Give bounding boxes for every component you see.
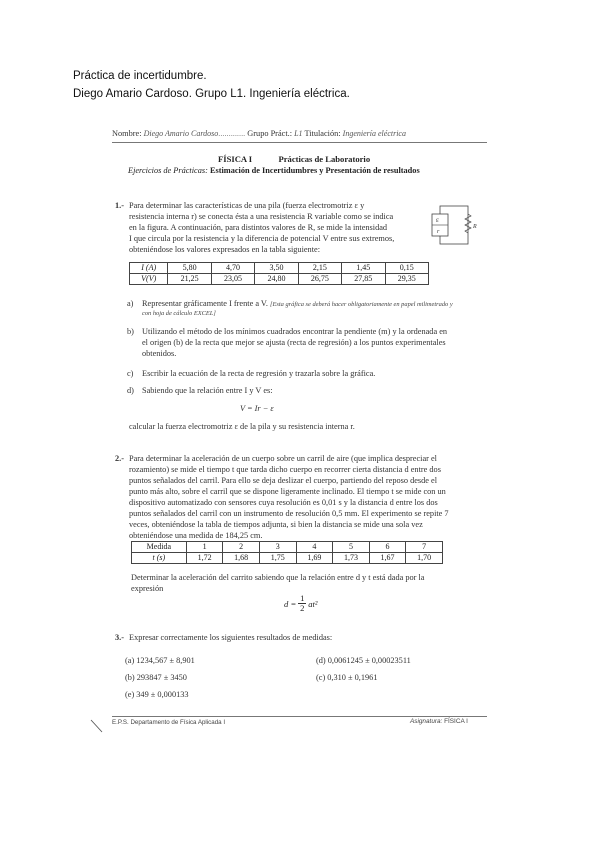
table-cell: 1	[186, 542, 223, 553]
ex3-items-right	[316, 652, 411, 686]
table-row	[130, 274, 429, 285]
ex2-number: 2.-	[115, 454, 124, 463]
table-cell: Medida	[132, 542, 187, 553]
table-cell: 1,72	[186, 553, 223, 564]
table-cell: t (s)	[132, 553, 187, 564]
ex2-line: Para determinar la aceleración de un cuerpo sobre un carril de aire (que implica despreciar el	[129, 454, 437, 463]
table-row	[132, 542, 443, 553]
table-cell: 0,15	[385, 263, 428, 274]
ex2-line: punto más alto, sobre el carril que se dispone ligeramente inclinado. El tiempo t se mide con un	[129, 487, 446, 496]
ex2-det-line: expresión	[131, 584, 164, 593]
item-a-note: [Esta gráfica se deberá hacer obligatoriamente en papel milimetrado y	[270, 301, 453, 308]
ex3-item: (c) 0,310 ± 0,1961	[316, 673, 378, 682]
ex2-line: obteniéndose una medida de 184,25 cm.	[129, 531, 263, 540]
doc-header-line2: Diego Amario Cardoso. Grupo L1. Ingeniería eléctrica.	[73, 88, 350, 100]
formula-den: 2	[300, 603, 305, 613]
ex1-line: en la figura. A continuación, para distintos valores de R, se mide la intensidad	[129, 223, 388, 232]
ex1-line: Para determinar las características de una pila (fuerza electromotriz ε y	[129, 201, 365, 210]
doc-header-line1: Práctica de incertidumbre.	[73, 70, 207, 82]
circuit-R-label: R	[473, 224, 477, 230]
ex3-item: (b) 293847 ± 3450	[125, 673, 187, 682]
ex1-line: I que circula por la resistencia y la diferencia de potencial V entre sus extremos,	[129, 234, 395, 243]
ex3-item: (d) 0,0061245 ± 0,00023511	[316, 656, 411, 665]
ex3-items-left	[125, 652, 195, 703]
nombre-label: Nombre:	[112, 129, 142, 138]
table-cell: 21,25	[168, 274, 211, 285]
form-line: Nombre: Diego Amario Cardoso............. Grupo Práct.: L1 Titulación: Ingeniería eléctrica	[112, 129, 406, 138]
formula-left: d =	[284, 598, 297, 609]
exercises-title	[128, 166, 420, 175]
item-b-line: el origen (b) de la recta que mejor se ajusta (recta de regresión) a los puntos experimentales	[142, 338, 446, 347]
ex3-number: 3.-	[115, 633, 124, 642]
item-a-main: Representar gráficamente I frente a V.	[142, 299, 268, 308]
ex2-line: puntos señalados del carril. Para ello se deja deslizar el cuerpo, partiendo del reposo desde el	[129, 476, 438, 485]
ex1-line: resistencia interna r) se conecta ésta a una resistencia R variable como se indica	[129, 212, 394, 221]
table-cell: I (A)	[130, 263, 168, 274]
table-cell: 5	[333, 542, 370, 553]
titulacion-label: Titulación:	[304, 129, 341, 138]
grupo-value: L1	[294, 129, 303, 138]
table-cell: 26,75	[298, 274, 341, 285]
ex3-item: (a) 1234,567 ± 8,901	[125, 656, 195, 665]
item-c-text: Escribir la ecuación de la recta de regresión y trazarla sobre la gráfica.	[142, 369, 376, 378]
form-divider	[112, 142, 487, 143]
titulacion-value: Ingeniería eléctrica	[342, 129, 406, 138]
table-cell: 2	[223, 542, 260, 553]
ex2-line: dispositivo automatizado con sensores cuya resolución es 0,01 s y la distancia d entre los dos	[129, 498, 438, 507]
footer-subject	[410, 718, 468, 725]
grupo-label: Grupo Práct.:	[247, 129, 292, 138]
formula-distance	[284, 594, 318, 613]
item-a-text	[142, 298, 453, 310]
table-cell: 1,45	[342, 263, 385, 274]
ejercicios-heading: Estimación de Incertidumbres y Presentación de resultados	[209, 166, 420, 175]
item-d-text: Sabiendo que la relación entre I y V es:	[142, 386, 273, 395]
ex1-line: obteniéndose los valores expresados en la tabla siguiente:	[129, 245, 321, 254]
ex2-times-table	[131, 541, 443, 564]
practicas-title: Prácticas de Laboratorio	[278, 154, 371, 164]
table-cell: V(V)	[130, 274, 168, 285]
item-b-letter: b)	[127, 327, 134, 336]
ex2-line: puntos señalados del carril con un instrumento de resolución 0,5 mm. El experimento se repite 7	[129, 509, 449, 518]
table-cell: 1,67	[369, 553, 406, 564]
ejercicios-label: Ejercicios de Prácticas:	[128, 166, 208, 175]
circuit-emf-label: ε	[436, 216, 439, 224]
table-cell: 3	[259, 542, 296, 553]
formula-right: at²	[308, 598, 318, 609]
circuit-diagram	[430, 200, 480, 250]
ex1-conclusion: calcular la fuerza electromotriz ε de la pila y su resistencia interna r.	[129, 422, 355, 431]
table-cell: 24,80	[255, 274, 298, 285]
table-cell: 29,35	[385, 274, 428, 285]
table-cell: 2,15	[298, 263, 341, 274]
formula-fraction	[298, 594, 306, 613]
ex1-number: 1.-	[115, 201, 124, 210]
footer-subject-label: Asignatura:	[410, 718, 443, 725]
formula-num: 1	[300, 593, 305, 603]
ex3-item: (e) 349 ± 0,000133	[125, 690, 189, 699]
item-b-text	[142, 326, 447, 359]
subject-title: FÍSICA I	[218, 154, 253, 164]
item-c-letter: c)	[127, 369, 134, 378]
table-cell: 27,85	[342, 274, 385, 285]
item-d-letter: d)	[127, 386, 134, 395]
table-cell: 1,69	[296, 553, 333, 564]
table-cell: 4	[296, 542, 333, 553]
ex2-det-line: Determinar la aceleración del carrito sabiendo que la relación entre d y t está dada por la	[131, 573, 425, 582]
circuit-r-label: r	[437, 229, 440, 235]
item-a-note2: con hoja de cálculo EXCEL]	[142, 310, 216, 317]
table-cell: 1,75	[259, 553, 296, 564]
table-cell: 1,70	[406, 553, 443, 564]
footer-subject-value: FÍSICA I	[444, 718, 468, 725]
table-cell: 5,80	[168, 263, 211, 274]
table-cell: 23,05	[211, 274, 254, 285]
item-b-line: obtenidos.	[142, 349, 177, 358]
nombre-value: Diego Amario Cardoso	[143, 129, 219, 138]
formula-v: V = Ir − ε	[240, 404, 274, 413]
table-row	[130, 263, 429, 274]
title-block	[218, 154, 370, 164]
ex2-line: rozamiento) se mide el tiempo t que tarda dicho cuerpo en recorrer cierta distancia d entre dos	[129, 465, 441, 474]
ex3-intro: Expresar correctamente los siguientes resultados de medidas:	[129, 633, 333, 642]
item-b-line: Utilizando el método de los mínimos cuadrados encontrar la pendiente (m) y la ordenada en	[142, 327, 448, 336]
table-cell: 6	[369, 542, 406, 553]
ex2-line: veces, obteniéndose la tabla de tiempos adjunta, si bien la distancia se mide una sola vez	[129, 520, 423, 529]
table-row	[132, 553, 443, 564]
ex2-statement	[129, 453, 449, 541]
ex1-data-table	[129, 262, 429, 285]
table-cell: 4,70	[211, 263, 254, 274]
table-cell: 3,50	[255, 263, 298, 274]
table-cell: 7	[406, 542, 443, 553]
ex1-statement	[129, 200, 429, 255]
item-a-letter: a)	[127, 299, 134, 308]
table-cell: 1,68	[223, 553, 260, 564]
table-cell: 1,73	[333, 553, 370, 564]
footer-divider	[112, 716, 487, 717]
footer-department: E.P.S. Departamento de Física Aplicada I	[112, 719, 226, 726]
footer-mark	[90, 718, 104, 734]
ex2-determine	[131, 572, 424, 594]
